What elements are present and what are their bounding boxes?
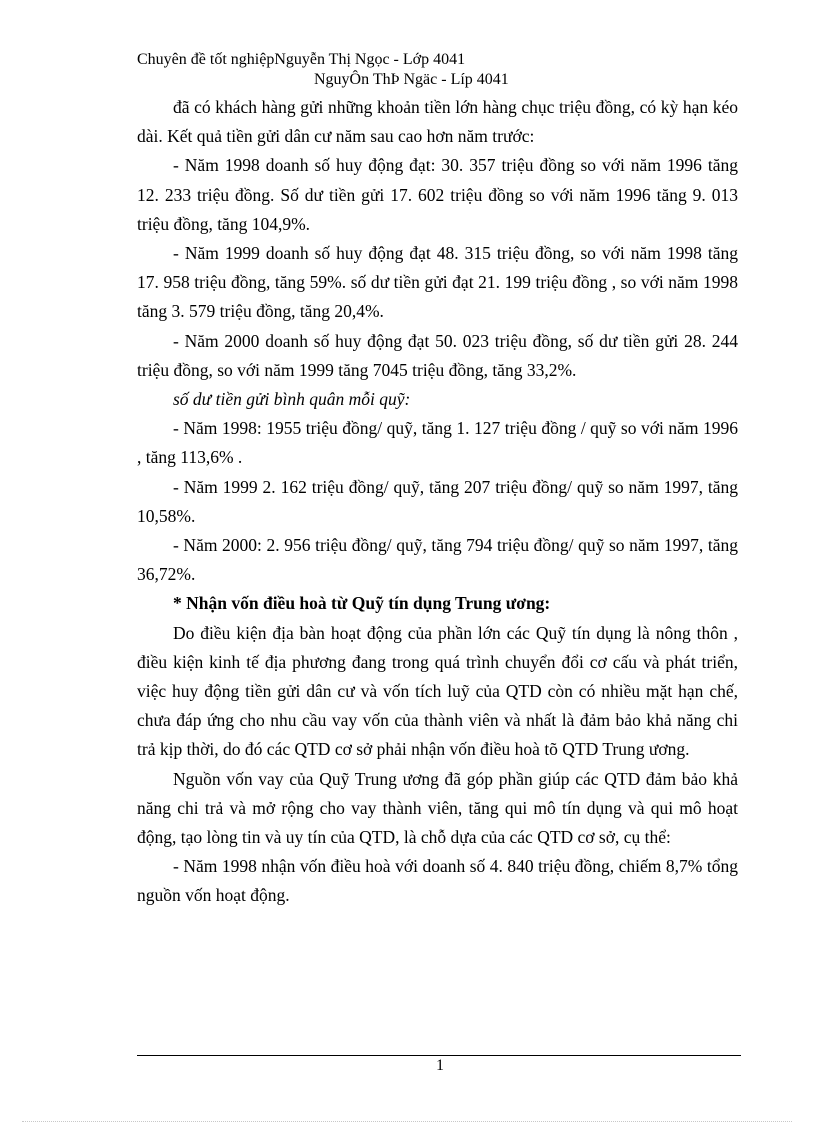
paragraph-average-1999: - Năm 1999 2. 162 triệu đồng/ quỹ, tăng 207 triệu đồng/ quỹ so năm 1997, tăng 10,58%. [137,476,738,526]
footer-divider [137,1055,741,1056]
paragraph-intro-continuation: đã có khách hàng gửi những khoản tiền lớn hàng chục triệu đồng, có kỳ hạn kéo dài. Kết quả tiền gửi dân cư năm sau cao hơn năm trước: [137,97,738,147]
paragraph-year-1998: - Năm 1998 doanh số huy động đạt: 30. 357 triệu đồng so với năm 1996 tăng 12. 233 triệu đồng. Số dư tiền gửi 17. 602 triệu đồng so với năm 1996 tăng 9. 013 triệu đồng, tăng 104,9%. [137,155,738,234]
paragraph-conditions: Do điều kiện địa bàn hoạt động của phần lớn các Quỹ tín dụng là nông thôn , điều kiện kinh tế địa phương đang trong quá trình chuyển đổi cơ cấu và phát triển, việc huy động tiền gửi dân cư và vốn tích luỹ của QTD còn có nhiều mặt hạn chế, chưa đáp ứng cho nhu cầu vay vốn của thành viên và nhất là đảm bảo khả năng chi trả kịp thời, do đó các QTD cơ sở phải nhận vốn điều hoà tõ QTD Trung ương. [137,622,738,760]
header-title: Chuyên đề tốt nghiệpNguyễn Thị Ngọc - Lớp 4041 [137,51,466,68]
paragraph-average-1998: - Năm 1998: 1955 triệu đồng/ quỹ, tăng 1. 127 triệu đồng / quỹ so với năm 1996 , tăng 113,6% . [137,418,738,468]
page-number: 1 [436,1057,444,1074]
header-author-line: NguyÔn ThÞ Ngäc - Líp 4041 [314,71,509,88]
paragraph-year-1999: - Năm 1999 doanh số huy động đạt 48. 315 triệu đồng, so với năm 1998 tăng 17. 958 triệu đồng, tăng 59%. số dư tiền gửi đạt 21. 199 triệu đồng , so với năm 1998 tăng 3. 579 triệu đồng, tăng 20,4%. [137,243,738,322]
page-bottom-edge [22,1121,792,1122]
paragraph-received-1998: - Năm 1998 nhận vốn điều hoà với doanh số 4. 840 triệu đồng, chiếm 8,7% tổng nguồn vốn hoạt động. [137,856,738,906]
running-header [137,50,697,90]
paragraph-central-fund-role: Nguồn vốn vay của Quỹ Trung ương đã góp phần giúp các QTD đảm bảo khả năng chi trả và mở rộng cho vay thành viên, tăng qui mô tín dụng và qui mô hoạt động, tạo lòng tin và uy tín của QTD, là chỗ dựa của các QTD cơ sở, cụ thể: [137,768,738,848]
paragraph-year-2000: - Năm 2000 doanh số huy động đạt 50. 023 triệu đồng, số dư tiền gửi 28. 244 triệu đồng, so với năm 1999 tăng 7045 triệu đồng, tăng 33,2%. [137,330,738,380]
subheading-average-deposit: số dư tiền gửi bình quân mỗi quỹ: [173,389,411,410]
section-heading-central-fund: * Nhận vốn điều hoà từ Quỹ tín dụng Trung ương: [173,593,551,614]
document-body [137,93,738,911]
paragraph-average-2000: - Năm 2000: 2. 956 triệu đồng/ quỹ, tăng 794 triệu đồng/ quỹ so năm 1997, tăng 36,72%. [137,535,738,585]
